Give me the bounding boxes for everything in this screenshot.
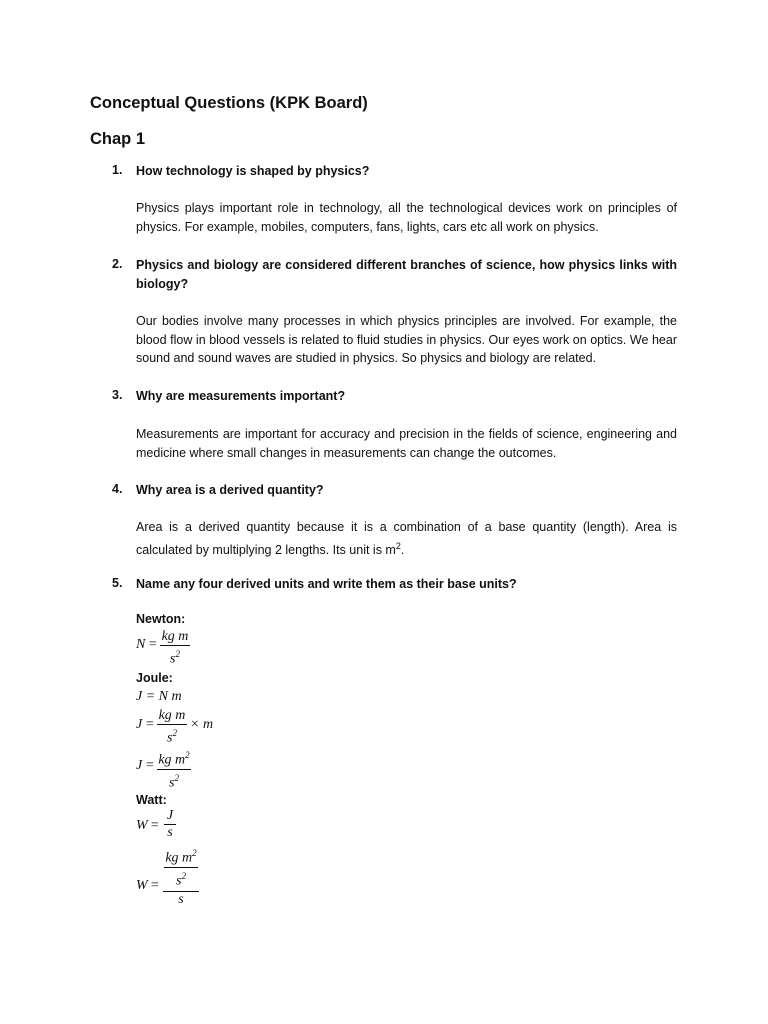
question-number: 3. — [112, 388, 123, 402]
equation-watt-1: W = $\frac{J}{s}$ — [136, 809, 196, 847]
question-number: 5. — [112, 576, 123, 590]
question-number: 4. — [112, 482, 123, 496]
page-title: Conceptual Questions (KPK Board) — [90, 94, 368, 112]
question-number: 2. — [112, 257, 123, 271]
equation-joule-1: J = N m — [136, 689, 182, 704]
answer-text: Measurements are important for accuracy and precision in the fields of science, engineering and medicine where small changes in measurements can change the outcomes. — [136, 427, 677, 460]
question-number: 1. — [112, 163, 123, 177]
answer-text: Area is a derived quantity because it is a combination of a base quantity (length). Area is calculated by multiplying 2 lengths. Its unit is $m^2$. — [136, 520, 677, 557]
equation-watt-2: W = $\frac{\frac{kg m^2}{s^2}}{s}$ — [136, 846, 226, 908]
question-text: Why area is a derived quantity? — [136, 483, 324, 497]
question-text: Why are measurements important? — [136, 389, 346, 403]
equation-joule-3: J = $\frac{kg m^2}{s^2}$ — [136, 750, 190, 791]
unit-label-joule: Joule: — [136, 671, 173, 685]
question-text: Name any four derived units and write them as their base units? — [136, 577, 517, 591]
equation-joule-2: J = $\frac{\text{kg m}}{s^2}$ × m — [136, 708, 214, 746]
answer-text: Our bodies involve many processes in which physics principles are involved. For example, the blood flow in blood vessels is related to fluid studies in physics. Our eyes work on optics. We hear sound and sound waves are studied in physics. So physics and biology are related. — [136, 314, 677, 365]
unit-label-watt: Watt: — [136, 793, 167, 807]
question-text: How technology is shaped by physics? — [136, 164, 370, 178]
chapter-heading: Chap 1 — [90, 130, 146, 148]
equation-newton: N = $\frac{\text{kg m}}{s^2}$ — [136, 629, 189, 667]
answer-text: Physics plays important role in technology, all the technological devices work on principles of physics. For example, mobiles, computers, fans, lights, cars etc all work on physics. — [136, 201, 677, 234]
unit-label-newton: Newton: — [136, 612, 186, 626]
question-text: Physics and biology are considered different branches of science, how physics links with biology? — [136, 258, 677, 291]
